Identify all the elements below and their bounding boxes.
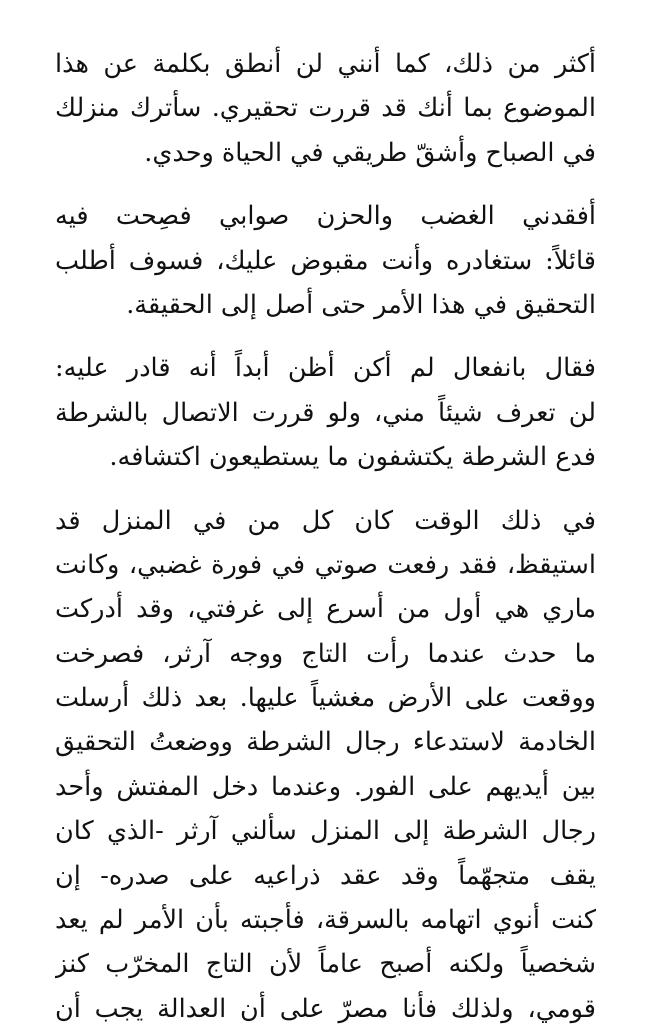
text-line: شخصياً ولكنه أصبح عاماً لأن التاج المخرّب كنز (55, 949, 596, 980)
text-line: قائلاً: ستغادره وأنت مقبوض عليك، فسوف أطلب (55, 245, 596, 276)
text-line: قومي، ولذلك فأنا مصرّ على أن العدالة يجب أن (55, 993, 596, 1024)
text-line: التحقيق في هذا الأمر حتى أصل إلى الحقيقة. (126, 289, 596, 320)
text-line: في ذلك الوقت كان كل من في المنزل قد (55, 505, 596, 536)
paragraph-1 (55, 42, 596, 175)
text-line: في الصباح وأشقّ طريقي في الحياة وحدي. (144, 137, 596, 168)
text-line: لن تعرف شيئاً مني، ولو قررت الاتصال بالشرطة (55, 397, 596, 428)
text-line: فقال بانفعال لم أكن أظن أبداً أنه قادر عليه: (55, 353, 596, 384)
text-line: أكثر من ذلك، كما أنني لن أنطق بكلمة عن هذا (55, 49, 596, 79)
text-line: ووقعت على الأرض مغشياً عليها. بعد ذلك أرسلت (55, 683, 596, 714)
paragraph-2 (55, 194, 596, 327)
text-line: الموضوع بما أنك قد قررت تحقيري. سأترك منزلك (55, 93, 596, 124)
paragraph-4 (55, 499, 596, 1031)
text-line: أفقدني الغضب والحزن صوابي فصِحت فيه (55, 201, 596, 232)
text-line: الخادمة لاستدعاء رجال الشرطة ووضعتُ التحقيق (55, 727, 596, 758)
text-line: بين أيديهم على الفور. وعندما دخل المفتش وأحد (55, 771, 596, 802)
text-line: ما حدث عندما رأت التاج ووجه آرثر، فصرخت (55, 638, 596, 669)
text-line: فدع الشرطة يكتشفون ما يستطيعون اكتشافه. (109, 442, 596, 473)
text-line: رجال الشرطة إلى المنزل سألني آرثر -الذي كان (55, 816, 596, 847)
paragraph-3 (55, 346, 596, 479)
text-line: استيقظ، فقد رفعت صوتي في فورة غضبي، وكانت (55, 549, 596, 580)
text-line: كنت أنوي اتهامه بالسرقة، فأجبته بأن الأمر لم يعد (55, 905, 596, 936)
text-line: يقف متجهّماً وقد عقد ذراعيه على صدره- إن (55, 860, 596, 891)
text-line: ماري هي أول من أسرع إلى غرفتي، وقد أدركت (55, 594, 596, 625)
